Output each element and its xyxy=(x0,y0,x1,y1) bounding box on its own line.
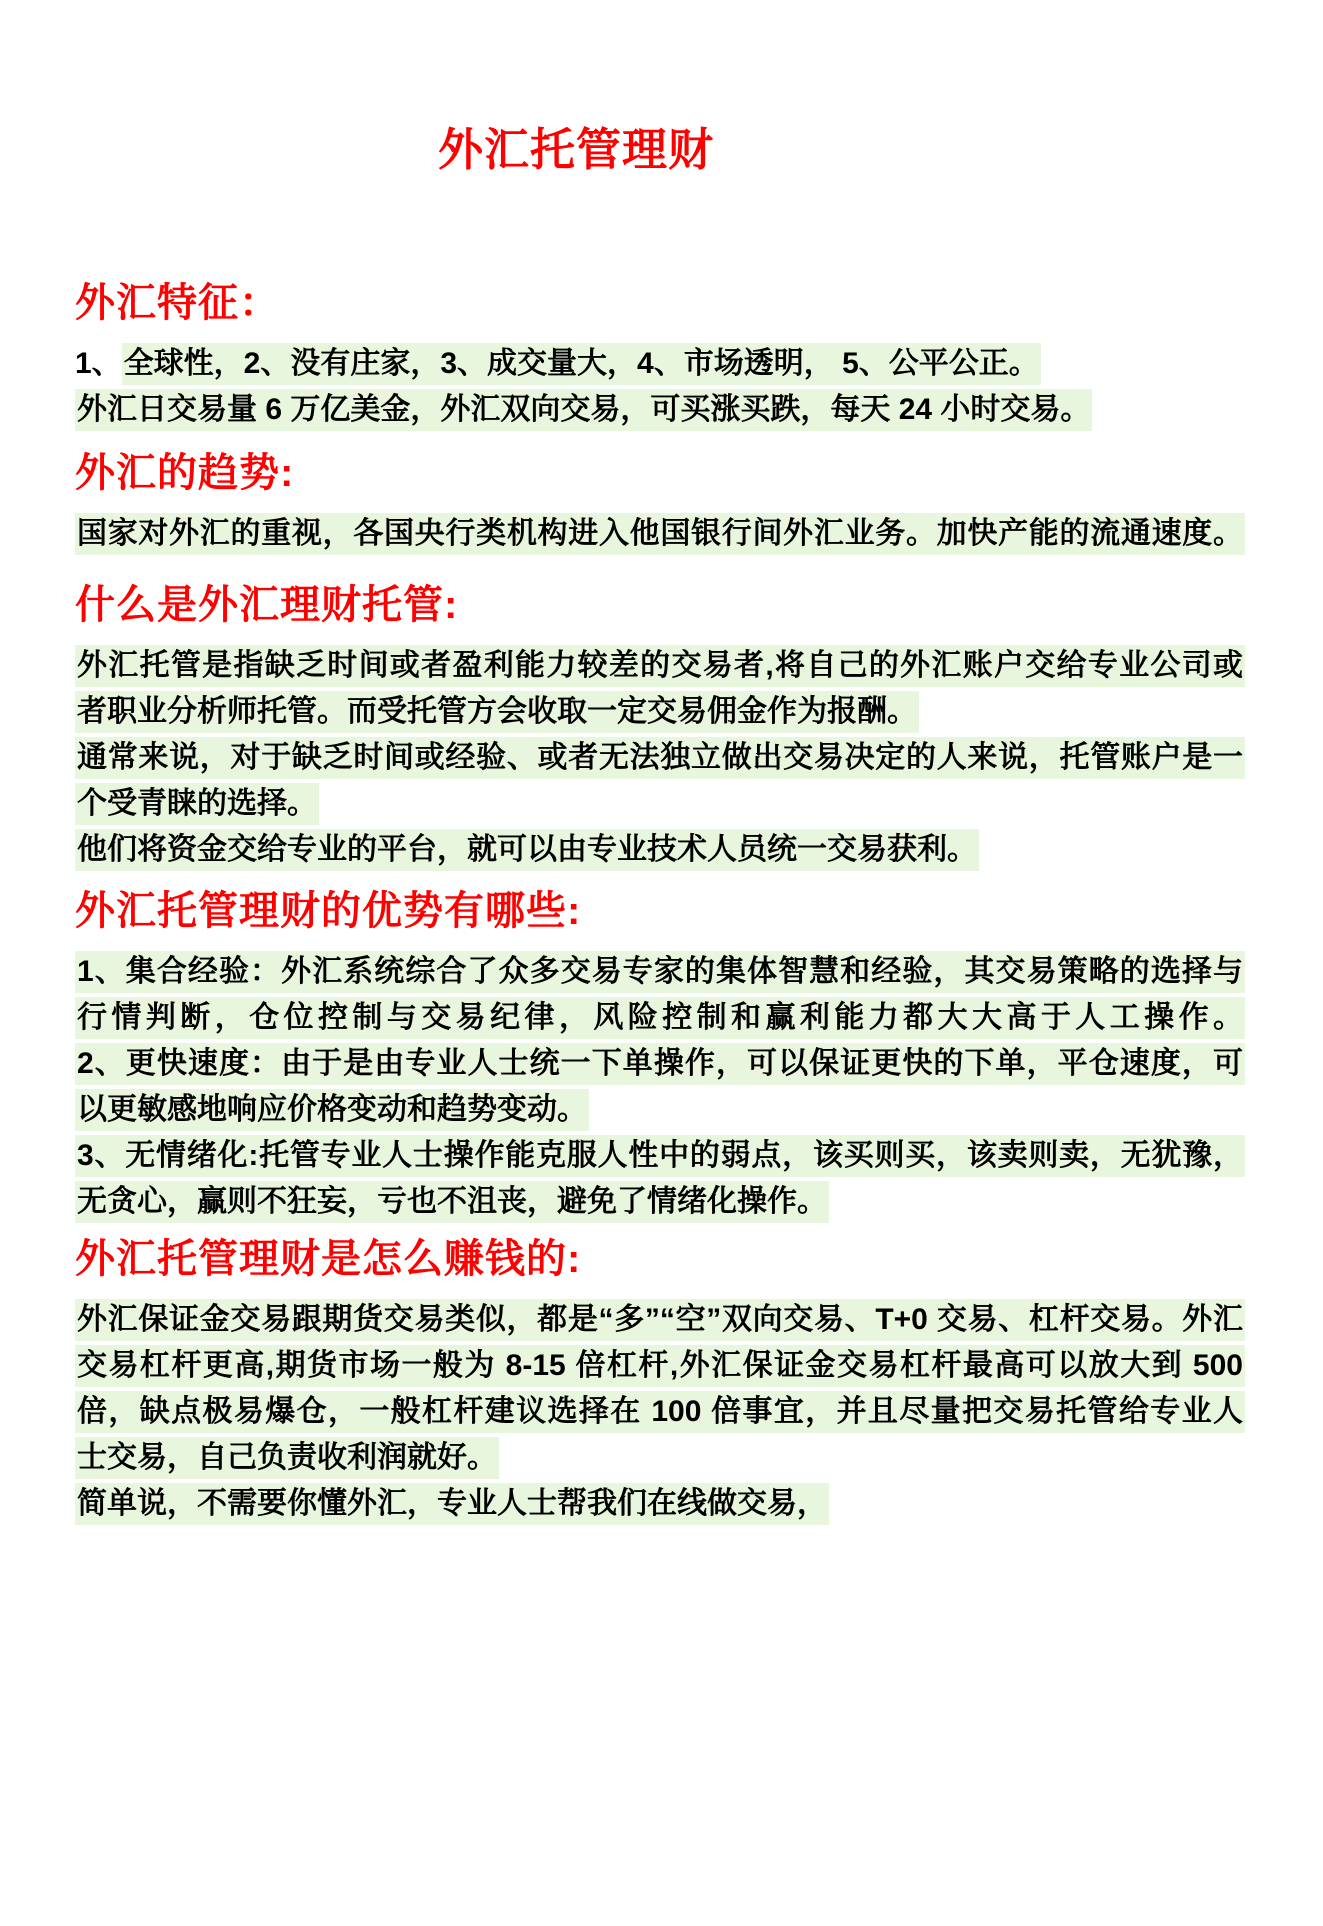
highlighted-text: 行情判断，仓位控制与交易纪律，风险控制和赢利能力都大大高于人工操作。 xyxy=(75,997,1245,1039)
text-line xyxy=(75,689,1245,735)
text-line xyxy=(75,1133,1245,1179)
doc-title: 外汇托管理财 xyxy=(437,124,714,175)
text-line xyxy=(75,1041,1245,1087)
text-line xyxy=(75,1389,1245,1435)
highlighted-text: 3、无情绪化:托管专业人士操作能克服人性中的弱点，该买则买，该卖则卖，无犹豫， xyxy=(75,1135,1245,1177)
highlighted-text: 国家对外汇的重视，各国央行类机构进入他国银行间外汇业务。加快产能的流通速度。 xyxy=(75,513,1245,555)
highlighted-text: 他们将资金交给专业的平台，就可以由专业技术人员统一交易获利。 xyxy=(75,829,979,871)
section-heading-forex-features: 外汇特征： xyxy=(75,281,280,325)
section-what-is-managed-forex xyxy=(75,579,1245,873)
line-prefix: 1、 xyxy=(75,347,122,380)
text-line xyxy=(75,1297,1245,1343)
highlighted-text: 外汇保证金交易跟期货交易类似，都是“多”“空”双向交易、T+0 交易、杠杆交易。外汇 xyxy=(75,1299,1245,1341)
text-line xyxy=(75,1087,1245,1133)
section-heading-forex-trend: 外汇的趋势: xyxy=(75,451,295,495)
highlighted-text: 以更敏感地响应价格变动和趋势变动。 xyxy=(75,1089,589,1131)
text-line xyxy=(75,735,1245,781)
text-line xyxy=(75,995,1245,1041)
text-line xyxy=(75,341,1245,387)
section-heading-advantages: 外汇托管理财的优势有哪些: xyxy=(75,889,582,933)
text-line xyxy=(75,511,1245,557)
highlighted-text: 交易杠杆更高,期货市场一般为 8-15 倍杠杆,外汇保证金交易杠杆最高可以放大到 500 xyxy=(75,1345,1245,1387)
section-heading-what-is-managed-forex: 什么是外汇理财托管: xyxy=(75,583,459,627)
highlighted-text: 外汇托管是指缺乏时间或者盈利能力较差的交易者,将自己的外汇账户交给专业公司或 xyxy=(75,645,1245,687)
text-line xyxy=(75,949,1245,995)
section-forex-trend xyxy=(75,447,1245,557)
highlighted-text: 通常来说，对于缺乏时间或经验、或者无法独立做出交易决定的人来说，托管账户是一 xyxy=(75,737,1245,779)
text-line xyxy=(75,827,1245,873)
highlighted-text: 简单说，不需要你懂外汇，专业人士帮我们在线做交易， xyxy=(75,1483,829,1525)
highlighted-text: 无贪心，赢则不狂妄，亏也不沮丧，避免了情绪化操作。 xyxy=(75,1181,829,1223)
highlighted-text: 个受青睐的选择。 xyxy=(75,783,319,825)
text-line xyxy=(75,643,1245,689)
highlighted-text: 外汇日交易量 6 万亿美金，外汇双向交易，可买涨买跌，每天 24 小时交易。 xyxy=(75,389,1092,431)
highlighted-text: 1、集合经验：外汇系统综合了众多交易专家的集体智慧和经验，其交易策略的选择与 xyxy=(75,951,1245,993)
highlighted-text: 倍，缺点极易爆仓，一般杠杆建议选择在 100 倍事宜，并且尽量把交易托管给专业人 xyxy=(75,1391,1245,1433)
section-heading-how-it-earns: 外汇托管理财是怎么赚钱的: xyxy=(75,1237,582,1281)
document-page xyxy=(75,118,1245,1527)
highlighted-text: 2、更快速度：由于是由专业人士统一下单操作，可以保证更快的下单，平仓速度，可 xyxy=(75,1043,1245,1085)
highlighted-text: 者职业分析师托管。而受托管方会收取一定交易佣金作为报酬。 xyxy=(75,691,919,733)
highlighted-text: 士交易，自己负责收利润就好。 xyxy=(75,1437,499,1479)
highlighted-text: 全球性，2、没有庄家，3、成交量大，4、市场透明， 5、公平公正。 xyxy=(122,343,1041,385)
text-line xyxy=(75,781,1245,827)
text-line xyxy=(75,1435,1245,1481)
section-how-it-earns xyxy=(75,1233,1245,1527)
section-forex-features xyxy=(75,277,1245,433)
text-line xyxy=(75,387,1245,433)
text-line xyxy=(75,1179,1245,1225)
text-line xyxy=(75,1481,1245,1527)
section-advantages xyxy=(75,885,1245,1225)
text-line xyxy=(75,1343,1245,1389)
